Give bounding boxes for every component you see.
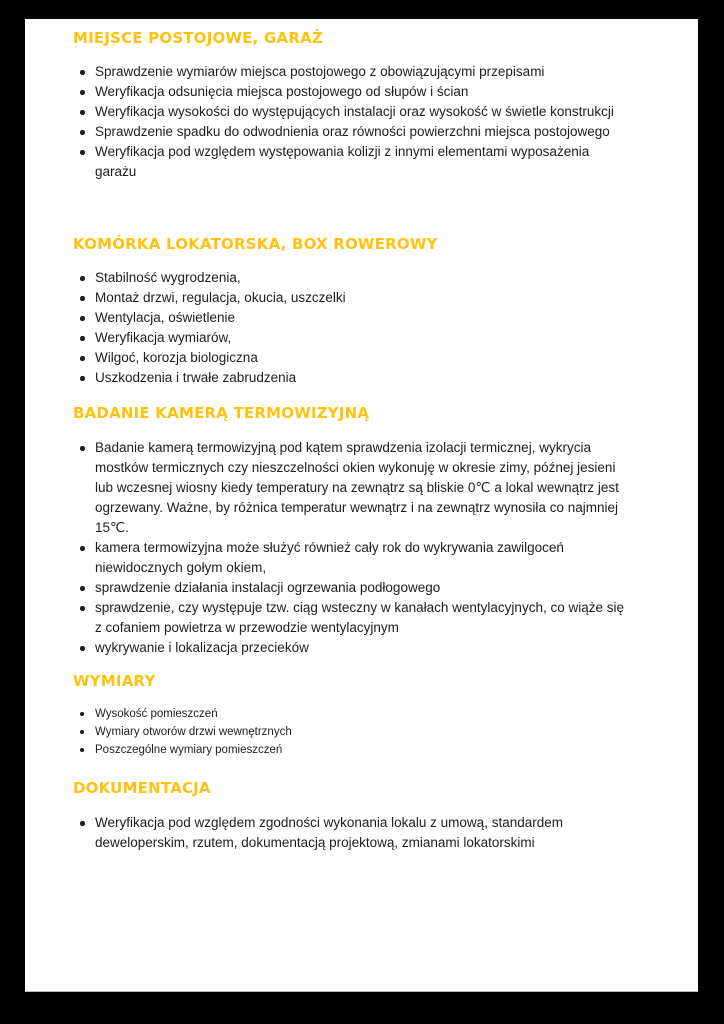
list-item: sprawdzenie, czy występuje tzw. ciąg wsteczny w kanałach wentylacyjnych, co wiąże się z cofaniem powietrza w przewodzie wentylacyjnym bbox=[95, 598, 633, 638]
section-heading: WYMIARY bbox=[73, 672, 156, 690]
list-item: Uszkodzenia i trwałe zabrudzenia bbox=[95, 368, 438, 388]
list-item: Weryfikacja odsunięcia miejsca postojowego od słupów i ścian bbox=[95, 82, 633, 102]
list-item: Montaż drzwi, regulacja, okucia, uszczelki bbox=[95, 288, 438, 308]
list-item: kamera termowizyjna może służyć również cały rok do wykrywania zawilgoceń niewidocznych gołym okiem, bbox=[95, 538, 633, 578]
bullet-list bbox=[73, 813, 633, 853]
list-item: Wysokość pomieszczeń bbox=[95, 705, 292, 723]
bullet-list bbox=[73, 438, 633, 658]
list-item: Weryfikacja pod względem zgodności wykonania lokalu z umową, standardem deweloperskim, rzutem, dokumentacją projektową, zmianami lokatorskimi bbox=[95, 813, 633, 853]
section-documentation bbox=[73, 779, 633, 853]
section-heading: BADANIE KAMERĄ TERMOWIZYJNĄ bbox=[73, 404, 370, 422]
section-parking bbox=[73, 29, 633, 182]
list-item: Badanie kamerą termowizyjną pod kątem sprawdzenia izolacji termicznej, wykrycia mostków termicznych czy nieszczelności okien wykonuję w okresie zimy, późnej jesieni lub wczesnej wiosny kiedy temperatury na zewnątrz są bliskie 0℃ a lokal wewnątrz jest ogrzewany. Ważne, by różnica temperatur wewnątrz i na zewnątrz wynosiła co najmniej 15℃. bbox=[95, 438, 633, 538]
list-item: sprawdzenie działania instalacji ogrzewania podłogowego bbox=[95, 578, 633, 598]
list-item: Stabilność wygrodzenia, bbox=[95, 268, 438, 288]
section-heading: KOMÓRKA LOKATORSKA, BOX ROWEROWY bbox=[73, 235, 438, 253]
list-item: Poszczególne wymiary pomieszczeń bbox=[95, 741, 292, 759]
list-item: Wentylacja, oświetlenie bbox=[95, 308, 438, 328]
list-item: Weryfikacja wysokości do występujących instalacji oraz wysokość w świetle konstrukcji bbox=[95, 102, 633, 122]
bullet-list bbox=[73, 705, 292, 759]
list-item: wykrywanie i lokalizacja przecieków bbox=[95, 638, 633, 658]
section-heading: MIEJSCE POSTOJOWE, GARAŻ bbox=[73, 29, 323, 47]
list-item: Weryfikacja pod względem występowania kolizji z innymi elementami wyposażenia garażu bbox=[95, 142, 633, 182]
section-dimensions bbox=[73, 672, 292, 759]
document-page bbox=[25, 19, 698, 992]
list-item: Sprawdzenie spadku do odwodnienia oraz równości powierzchni miejsca postojowego bbox=[95, 122, 633, 142]
bullet-list bbox=[73, 62, 633, 182]
list-item: Wilgoć, korozja biologiczna bbox=[95, 348, 438, 368]
list-item: Sprawdzenie wymiarów miejsca postojowego z obowiązującymi przepisami bbox=[95, 62, 633, 82]
list-item: Weryfikacja wymiarów, bbox=[95, 328, 438, 348]
section-storage-room bbox=[73, 235, 438, 388]
bullet-list bbox=[73, 268, 438, 388]
section-heading: DOKUMENTACJA bbox=[73, 779, 211, 797]
section-thermal-imaging bbox=[73, 404, 633, 658]
list-item: Wymiary otworów drzwi wewnętrznych bbox=[95, 723, 292, 741]
